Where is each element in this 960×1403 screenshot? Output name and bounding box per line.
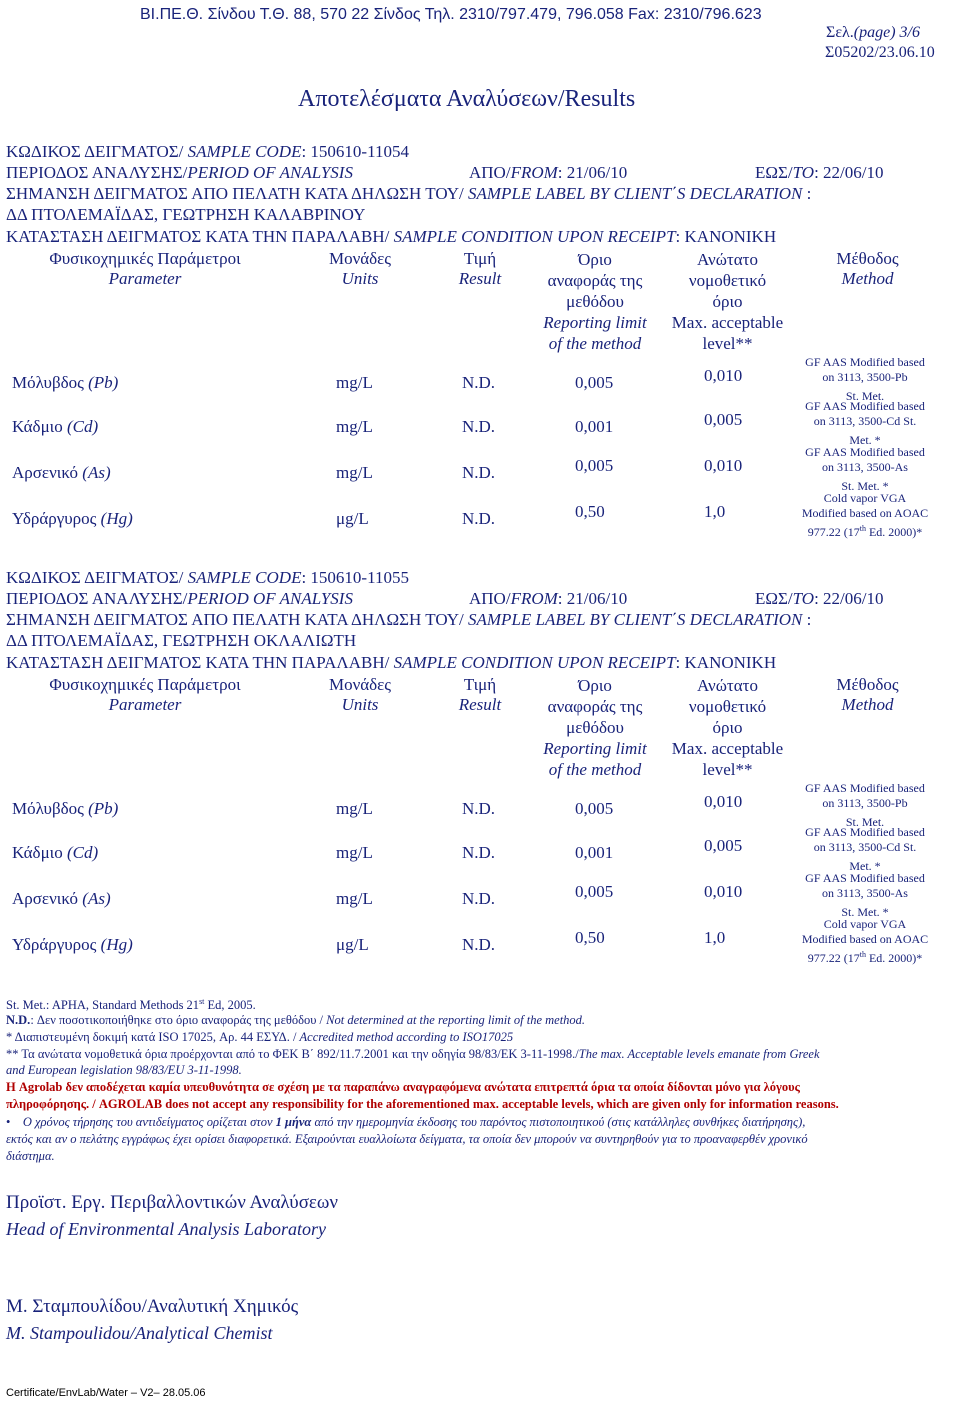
parameter-units: mg/L [336,417,373,436]
footnote-accredited: * Διαπιστευμένη δοκιμή κατά ISO 17025, Αρ. 44 ΕΣΥΔ. / Accredited method according to ISO17025 [6,1030,514,1044]
column-method: Μέθοδος Method [836,675,899,714]
parameter-max-level: 0,010 [704,882,743,901]
parameter-method: GF AAS Modified based on 3113, 3500-Pb St. Met. [805,781,925,829]
parameter-result: N.D. [462,373,496,392]
sample-code-line: ΚΩΔΙΚΟΣ ΔΕΙΓΜΑΤΟΣ/ SAMPLE CODE: 150610-11055 [6,568,409,587]
sample-label-line: ΣΗΜΑΝΣΗ ΔΕΙΓΜΑΤΟΣ ΑΠΟ ΠΕΛΑΤΗ ΚΑΤΑ ΔΗΛΩΣΗ ΤΟΥ/ SAMPLE LABEL BY CLIENT΄S DECLARATION : [6,610,812,629]
column-max-level: Ανώτατο νομοθετικό όριο Max. acceptable level** [671,250,784,353]
parameter-reporting-limit: 0,005 [575,373,614,392]
parameter-result: N.D. [462,463,496,482]
footnote-max-levels-cont: and European legislation 98/83/EU 3-11-1998. [6,1063,242,1077]
parameter-units: μg/L [336,935,369,954]
column-parameter: Φυσικοχημικές Παράμετροι Parameter [49,249,241,288]
sample-label-line: ΣΗΜΑΝΣΗ ΔΕΙΓΜΑΤΟΣ ΑΠΟ ΠΕΛΑΤΗ ΚΑΤΑ ΔΗΛΩΣΗ ΤΟΥ/ SAMPLE LABEL BY CLIENT΄S DECLARATION : [6,184,812,203]
analysis-period-label: ΠΕΡΙΟΔΟΣ ΑΝΑΛΥΣΗΣ/PERIOD OF ANALYSIS [6,163,353,182]
parameter-result: N.D. [462,843,496,862]
retention-line-2: εκτός και αν ο πελάτης εγγράφως έχει ορίσει διαφορετικά. Εξαιρούνται ευαλλοίωτα δείγματα, τα οποία δεν μπορούν να συντηρηθούν για το προαναφερθέν χρονικό [6,1132,808,1146]
sample-code-line: ΚΩΔΙΚΟΣ ΔΕΙΓΜΑΤΟΣ/ SAMPLE CODE: 150610-11054 [6,142,409,161]
parameter-result: N.D. [462,417,496,436]
parameter-max-level: 0,010 [704,792,743,811]
column-units: Μονάδες Units [328,249,392,288]
parameter-result: N.D. [462,889,496,908]
signature-head-title-en: Head of Environmental Analysis Laboratory [6,1219,326,1239]
document-code: Certificate/EnvLab/Water – V2– 28.05.06 [6,1387,206,1399]
parameter-units: μg/L [336,509,369,528]
column-reporting-limit: Όριο αναφοράς της μεθόδου Reporting limit of the method [543,250,647,353]
analysis-period-label: ΠΕΡΙΟΔΟΣ ΑΝΑΛΥΣΗΣ/PERIOD OF ANALYSIS [6,589,353,608]
column-method: Μέθοδος Method [836,249,899,288]
footnote-not-determined: N.D.: Δεν ποσοτικοποιήθηκε στο όριο αναφοράς της μεθόδου / Not determined at the reporting limit of the method. [6,1013,586,1027]
parameter-name: Κάδμιο (Cd) [12,417,99,436]
sample-label-value: ΔΔ ΠΤΟΛΕΜΑΪΔΑΣ, ΓΕΩΤΡΗΣΗ ΟΚΛΑΛΙΩΤΗ [6,631,357,650]
retention-line-3: διάστημα. [6,1149,55,1163]
parameter-max-level: 0,005 [704,410,743,429]
parameter-name: Μόλυβδος (Pb) [12,799,119,818]
signature-chemist: Μ. Σταμπουλίδου/Αναλυτική Χημικός [6,1296,299,1317]
parameter-units: mg/L [336,843,373,862]
parameter-reporting-limit: 0,50 [575,928,605,947]
footnote-standard-methods: St. Met.: APHA, Standard Methods 21st Ed, 2005. [6,997,256,1013]
analysis-to: ΕΩΣ/TO: 22/06/10 [755,589,884,608]
parameter-method: GF AAS Modified based on 3113, 3500-Pb St. Met. [805,355,925,403]
lab-address: ΒΙ.ΠΕ.Θ. Σίνδου Τ.Θ. 88, 570 22 Σίνδος Τηλ. 2310/797.479, 796.058 Fax: 2310/796.623 [140,6,762,23]
column-max-level: Ανώτατο νομοθετικό όριο Max. acceptable level** [671,676,784,779]
parameter-method: GF AAS Modified based on 3113, 3500-As St. Met. * [805,445,925,493]
column-parameter: Φυσικοχημικές Παράμετροι Parameter [49,675,241,714]
parameter-max-level: 0,010 [704,456,743,475]
parameter-reporting-limit: 0,001 [575,417,614,436]
retention-line-1: • Ο χρόνος τήρησης του αντιδείγματος ορίζεται στον 1 μήνα από την ημερομηνία έκδοσης του παρόντος πιστοποιητικού (στις κατάλληλες συνθήκες διατήρησης), [6,1115,806,1129]
parameter-method: GF AAS Modified based on 3113, 3500-Cd St. Met. * [805,825,925,873]
parameter-result: N.D. [462,509,496,528]
footnote-max-levels: ** Τα ανώτατα νομοθετικά όρια προέρχονται από το ΦΕΚ Β΄ 892/11.7.2001 και την οδηγία 98/83/ΕΚ 3-11-1998./The max. Acceptable levels emanate from Greek [6,1047,820,1061]
disclaimer-line-2: πληροφόρησης. / AGROLAB does not accept any responsibility for the aforementioned max. acceptable levels, which are given only for information reasons. [6,1097,839,1111]
parameter-name: Αρσενικό (As) [12,463,111,482]
sample-block-2 [0,568,960,978]
parameter-method: Cold vapor VGA Modified based on AOAC 977.22 (17th Ed. 2000)* [801,917,929,965]
parameter-name: Μόλυβδος (Pb) [12,373,119,392]
parameter-units: mg/L [336,463,373,482]
parameter-result: N.D. [462,799,496,818]
parameter-reporting-limit: 0,005 [575,799,614,818]
parameter-name: Κάδμιο (Cd) [12,843,99,862]
analysis-to: ΕΩΣ/TO: 22/06/10 [755,163,884,182]
page-indicator: Σελ.(page) 3/6 [826,24,920,41]
parameter-result: N.D. [462,935,496,954]
parameter-reporting-limit: 0,50 [575,502,605,521]
sample-block-1 [0,142,960,552]
column-reporting-limit: Όριο αναφοράς της μεθόδου Reporting limit of the method [543,676,647,779]
sample-label-value: ΔΔ ΠΤΟΛΕΜΑΪΔΑΣ, ΓΕΩΤΡΗΣΗ ΚΑΛΑΒΡΙΝΟΥ [6,205,366,224]
parameter-name: Αρσενικό (As) [12,889,111,908]
page-title: Αποτελέσματα Αναλύσεων/Results [298,86,636,112]
parameter-units: mg/L [336,889,373,908]
parameter-max-level: 1,0 [704,928,726,947]
column-units: Μονάδες Units [328,675,392,714]
parameter-max-level: 0,005 [704,836,743,855]
parameter-name: Υδράργυρος (Hg) [12,509,133,528]
parameter-method: GF AAS Modified based on 3113, 3500-Cd St. Met. * [805,399,925,447]
signature-chemist-en: M. Stampoulidou/Analytical Chemist [6,1323,273,1343]
column-result: Τιμή Result [458,249,502,288]
disclaimer-line-1: Η Agrolab δεν αποδέχεται καμία υπευθυνότητα σε σχέση με τα παραπάνω αναγραφόμενα ανώτατα επιτρεπτά όρια τα οποία δίδονται μόνο για λόγους [6,1080,800,1094]
analysis-from: ΑΠΟ/FROM: 21/06/10 [469,589,628,608]
parameter-max-level: 1,0 [704,502,726,521]
report-reference: Σ05202/23.06.10 [825,44,935,61]
sample-condition-line: ΚΑΤΑΣΤΑΣΗ ΔΕΙΓΜΑΤΟΣ ΚΑΤΑ ΤΗΝ ΠΑΡΑΛΑΒΗ/ SAMPLE CONDITION UPON RECEIPT: ΚΑΝΟΝΙΚΗ [6,653,777,672]
column-result: Τιμή Result [458,675,502,714]
analysis-from: ΑΠΟ/FROM: 21/06/10 [469,163,628,182]
sample-condition-line: ΚΑΤΑΣΤΑΣΗ ΔΕΙΓΜΑΤΟΣ ΚΑΤΑ ΤΗΝ ΠΑΡΑΛΑΒΗ/ SAMPLE CONDITION UPON RECEIPT: ΚΑΝΟΝΙΚΗ [6,227,777,246]
parameter-name: Υδράργυρος (Hg) [12,935,133,954]
parameter-method: GF AAS Modified based on 3113, 3500-As St. Met. * [805,871,925,919]
bullet-icon: • [6,1115,23,1129]
parameter-max-level: 0,010 [704,366,743,385]
parameter-units: mg/L [336,373,373,392]
parameter-reporting-limit: 0,005 [575,456,614,475]
parameter-units: mg/L [336,799,373,818]
parameter-method: Cold vapor VGA Modified based on AOAC 977.22 (17th Ed. 2000)* [801,491,929,539]
parameter-reporting-limit: 0,005 [575,882,614,901]
parameter-reporting-limit: 0,001 [575,843,614,862]
signature-head-title: Προϊστ. Εργ. Περιβαλλοντικών Αναλύσεων [6,1192,339,1213]
